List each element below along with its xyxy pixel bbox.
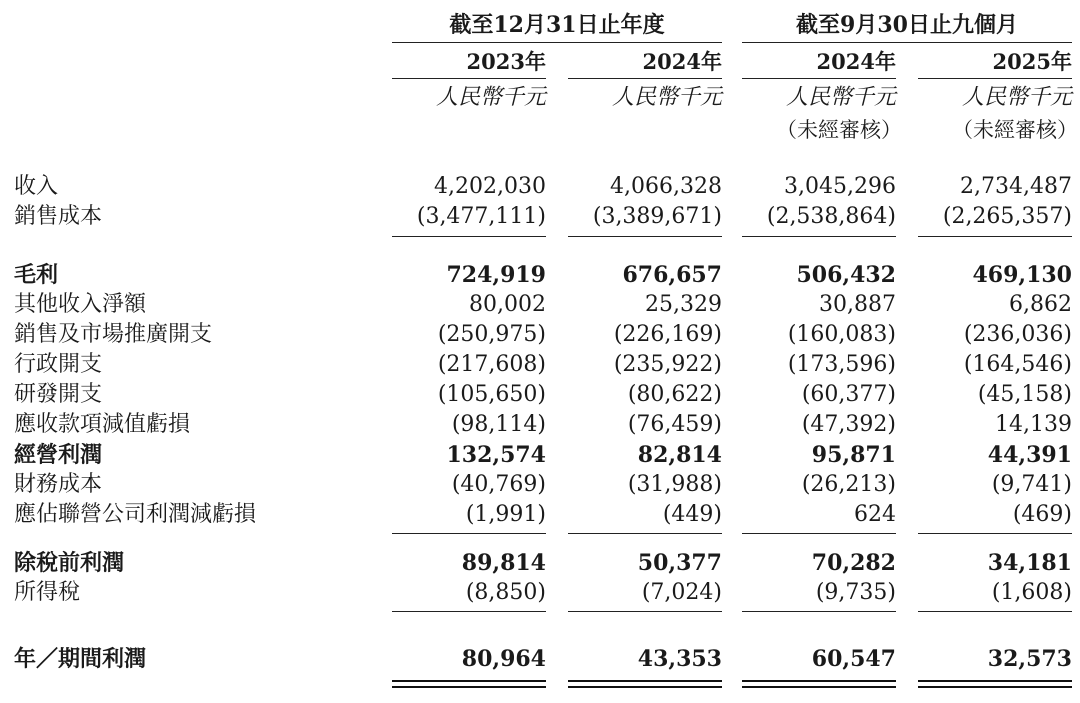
- subtotal-rule-3: [742, 236, 896, 237]
- subtotal-rule-4: [918, 533, 1072, 534]
- row-value-2024: (3,389,671): [592, 204, 722, 229]
- row-value-2025-9m: 32,573: [987, 646, 1072, 672]
- row-value-2024: (7,024): [641, 580, 722, 605]
- row-value-2024: (76,459): [627, 412, 722, 437]
- row-value-2023: (98,114): [451, 412, 546, 437]
- row-label: 所得稅: [14, 580, 81, 605]
- row-label: 收入: [14, 174, 59, 199]
- row-value-2025-9m: (164,546): [963, 352, 1072, 377]
- row-value-2024-9m: 624: [854, 502, 896, 527]
- row-value-2023: (40,769): [451, 472, 546, 497]
- row-value-2025-9m: 14,139: [995, 412, 1072, 437]
- subtotal-rule-3: [742, 611, 896, 612]
- header-year-2024: 2024年: [642, 49, 722, 74]
- total-double-rule-top-2: [568, 680, 722, 682]
- row-value-2024-9m: 60,547: [811, 646, 896, 672]
- row-gross-profit: [0, 260, 1080, 290]
- row-value-2023: (250,975): [437, 322, 546, 347]
- row-value-2023: (105,650): [437, 382, 546, 407]
- row-label: 應佔聯營公司利潤減虧損: [14, 502, 257, 527]
- row-revenue: [0, 172, 1080, 202]
- row-value-2024: 50,377: [637, 550, 722, 576]
- row-selling-marketing: [0, 320, 1080, 350]
- row-value-2024-9m: 3,045,296: [784, 174, 896, 199]
- subtotal-rule-1: [392, 611, 546, 612]
- year-underline-3: [742, 78, 896, 79]
- row-label: 除稅前利潤: [14, 550, 125, 576]
- row-label: 應收款項減值虧損: [14, 412, 191, 437]
- total-double-rule-bottom-3: [742, 686, 896, 688]
- row-value-2024: (449): [662, 502, 722, 527]
- row-value-2024: (226,169): [613, 322, 722, 347]
- row-value-2024: (235,922): [613, 352, 722, 377]
- header-group-nine-months-underline: [742, 42, 1072, 43]
- row-value-2023: 132,574: [446, 442, 546, 468]
- row-value-2024-9m: 70,282: [811, 550, 896, 576]
- row-value-2024-9m: 506,432: [796, 262, 896, 288]
- row-value-2024: 43,353: [637, 646, 722, 672]
- header-year-2024-nine-months: 2024年: [816, 49, 896, 74]
- row-profit-for-period: [0, 644, 1080, 674]
- subtotal-rule-4: [918, 236, 1072, 237]
- row-value-2024: (80,622): [627, 382, 722, 407]
- header-group-annual-underline: [392, 42, 722, 43]
- row-value-2023: 89,814: [461, 550, 546, 576]
- row-value-2024-9m: (160,083): [787, 322, 896, 347]
- row-value-2023: (8,850): [465, 580, 546, 605]
- row-value-2024: 82,814: [637, 442, 722, 468]
- row-value-2025-9m: 6,862: [1009, 292, 1072, 317]
- row-value-2025-9m: (236,036): [963, 322, 1072, 347]
- row-value-2024-9m: (2,538,864): [766, 204, 896, 229]
- row-label: 研發開支: [14, 382, 103, 407]
- row-value-2025-9m: (469): [1012, 502, 1072, 527]
- row-income-tax: [0, 578, 1080, 608]
- total-double-rule-bottom-2: [568, 686, 722, 688]
- row-label: 行政開支: [14, 352, 103, 377]
- row-value-2023: 724,919: [446, 262, 546, 288]
- header-year-2025: 2025年: [992, 49, 1072, 74]
- subtotal-rule-2: [568, 611, 722, 612]
- row-finance-costs: [0, 470, 1080, 500]
- row-value-2024: 25,329: [645, 292, 722, 317]
- row-value-2025-9m: (1,608): [991, 580, 1072, 605]
- year-underline-4: [918, 78, 1072, 79]
- row-value-2023: 80,002: [469, 292, 546, 317]
- header-year-2023: 2023年: [466, 49, 546, 74]
- header-group-nine-months: 截至9月30日止九個月: [796, 12, 1018, 38]
- subtotal-rule-1: [392, 236, 546, 237]
- row-research-development: [0, 380, 1080, 410]
- year-underline-1: [392, 78, 546, 79]
- row-label: 年／期間利潤: [14, 646, 147, 672]
- header-group-annual: 截至12月31日止年度: [449, 12, 665, 38]
- row-value-2025-9m: 469,130: [972, 262, 1072, 288]
- row-value-2023: 4,202,030: [434, 174, 546, 199]
- row-value-2025-9m: 44,391: [987, 442, 1072, 468]
- row-operating-profit: [0, 440, 1080, 470]
- row-cost-of-sales: [0, 202, 1080, 232]
- row-value-2024: (31,988): [627, 472, 722, 497]
- row-value-2024: 676,657: [622, 262, 722, 288]
- row-value-2024: 4,066,328: [610, 174, 722, 199]
- row-value-2023: (217,608): [437, 352, 546, 377]
- unaudited-note-2025: （未經審核）: [952, 118, 1078, 142]
- row-value-2024-9m: (26,213): [801, 472, 896, 497]
- row-value-2023: (3,477,111): [416, 204, 546, 229]
- row-profit-before-tax: [0, 548, 1080, 578]
- row-other-income: [0, 290, 1080, 320]
- row-value-2024-9m: (173,596): [787, 352, 896, 377]
- row-label: 財務成本: [14, 472, 103, 497]
- unit-2025: 人民幣千元: [961, 85, 1072, 110]
- row-value-2024-9m: (47,392): [801, 412, 896, 437]
- row-value-2024-9m: 30,887: [819, 292, 896, 317]
- subtotal-rule-3: [742, 533, 896, 534]
- row-value-2025-9m: (9,741): [991, 472, 1072, 497]
- row-value-2023: (1,991): [465, 502, 546, 527]
- row-value-2024-9m: 95,871: [811, 442, 896, 468]
- total-double-rule-bottom-4: [918, 686, 1072, 688]
- row-value-2025-9m: (2,265,357): [942, 204, 1072, 229]
- row-value-2024-9m: (9,735): [815, 580, 896, 605]
- row-value-2023: 80,964: [461, 646, 546, 672]
- row-value-2025-9m: (45,158): [977, 382, 1072, 407]
- unaudited-note-2024: （未經審核）: [776, 118, 902, 142]
- year-underline-2: [568, 78, 722, 79]
- subtotal-rule-2: [568, 533, 722, 534]
- subtotal-rule-1: [392, 533, 546, 534]
- row-label: 毛利: [14, 262, 59, 288]
- subtotal-rule-2: [568, 236, 722, 237]
- row-label: 銷售及市場推廣開支: [14, 322, 213, 347]
- row-label: 銷售成本: [14, 204, 103, 229]
- row-label: 其他收入淨額: [14, 292, 147, 317]
- unit-2023: 人民幣千元: [435, 85, 546, 110]
- row-administrative: [0, 350, 1080, 380]
- total-double-rule-top-1: [392, 680, 546, 682]
- row-value-2024-9m: (60,377): [801, 382, 896, 407]
- total-double-rule-top-4: [918, 680, 1072, 682]
- row-impairment-receivables: [0, 410, 1080, 440]
- total-double-rule-top-3: [742, 680, 896, 682]
- row-share-of-associates: [0, 500, 1080, 530]
- row-value-2025-9m: 2,734,487: [960, 174, 1072, 199]
- unit-2024-nine-months: 人民幣千元: [785, 85, 896, 110]
- subtotal-rule-4: [918, 611, 1072, 612]
- total-double-rule-bottom-1: [392, 686, 546, 688]
- unit-2024: 人民幣千元: [611, 85, 722, 110]
- row-value-2025-9m: 34,181: [987, 550, 1072, 576]
- row-label: 經營利潤: [14, 442, 103, 468]
